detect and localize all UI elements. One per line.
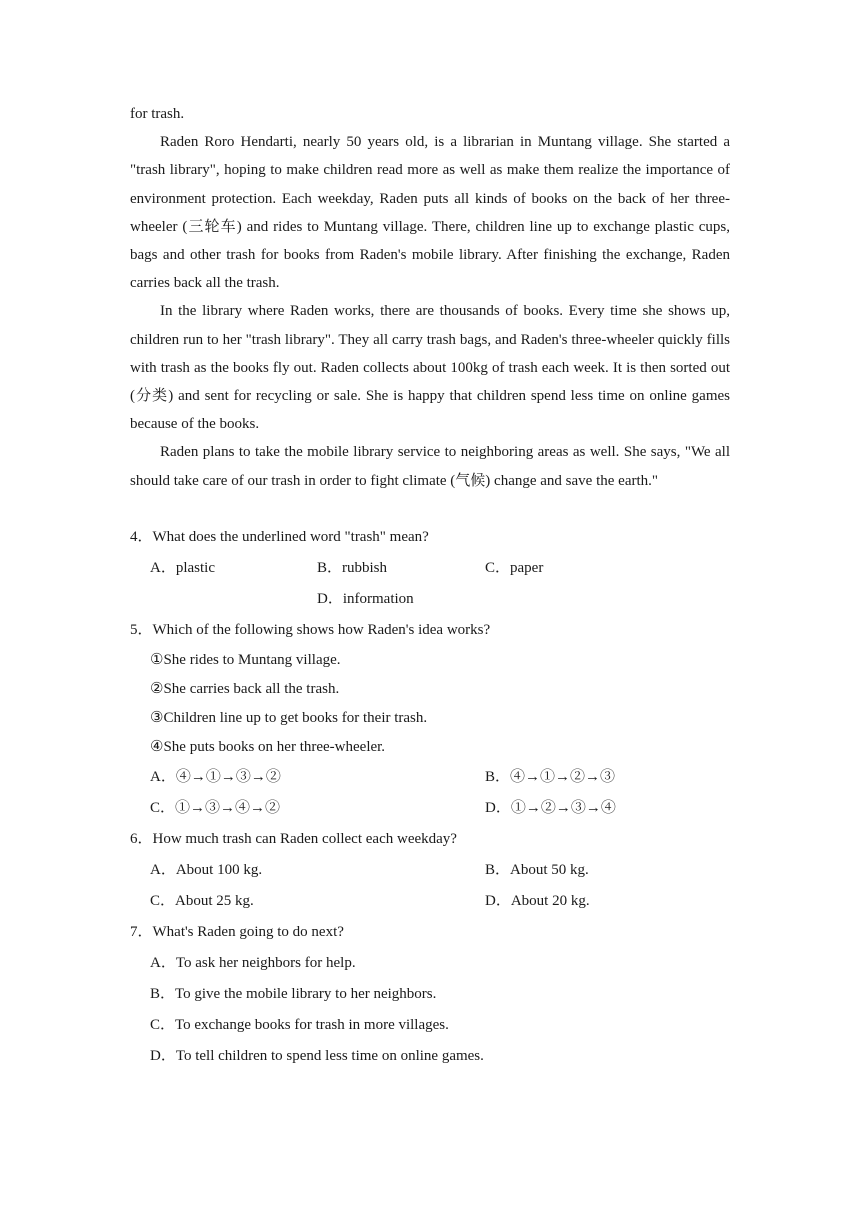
question-5-step-2: ②She carries back all the trash.: [150, 681, 340, 697]
question-5-options-row-2: [130, 793, 730, 824]
question-7-option-c: C．To exchange books for trash in more villages.: [150, 1017, 449, 1033]
question-7-option-b: B．To give the mobile library to her neighbors.: [150, 986, 437, 1002]
question-5-options-row-1: [130, 762, 730, 793]
question-6-option-c: C．About 25 kg.: [150, 893, 254, 909]
question-6-option-b: B．About 50 kg.: [485, 862, 589, 878]
question-7-option-a: A．To ask her neighbors for help.: [150, 955, 356, 971]
question-7-option-d: D．To tell children to spend less time on online games.: [150, 1048, 484, 1064]
question-6-options-row-1: [130, 855, 730, 886]
passage-paragraph-3: Raden plans to take the mobile library service to neighboring areas as well. She says, "We all should take care of our trash in order to fight climate (气候) change and save the earth.": [130, 444, 730, 489]
question-5-step-1: ①She rides to Muntang village.: [150, 652, 341, 668]
question-5-option-b: B．④→①→②→③: [485, 769, 616, 785]
question-5-option-c: C．①→③→④→②: [150, 800, 281, 816]
reading-passage: [130, 100, 730, 495]
question-4-options-row-2: [130, 584, 730, 615]
question-6-stem: 6．How much trash can Raden collect each weekday?: [130, 831, 457, 847]
question-6-option-d: D．About 20 kg.: [485, 893, 590, 909]
question-4-option-d: D．information: [317, 591, 414, 607]
question-4-options-row-1: [130, 553, 730, 584]
passage-paragraph-2: In the library where Raden works, there are thousands of books. Every time she shows up, children run to her "trash library". They all carry trash bags, and Raden's three-wheeler quickly fills with trash as the books fly out. Raden collects about 100kg of trash each week. It is then sorted out (分类) and sent for recycling or sale. She is happy that children spend less time on online games because of the books.: [130, 303, 730, 433]
question-5-step-4: ④She puts books on her three-wheeler.: [150, 739, 386, 755]
question-6-option-a: A．About 100 kg.: [150, 862, 263, 878]
question-7-stem: 7．What's Raden going to do next?: [130, 924, 344, 940]
question-4-stem: 4．What does the underlined word "trash" mean?: [130, 529, 429, 545]
question-4-option-b: B．rubbish: [317, 560, 388, 576]
question-5-stem: 5．Which of the following shows how Raden's idea works?: [130, 622, 491, 638]
question-4-option-c: C．paper: [485, 560, 544, 576]
question-5-step-3: ③Children line up to get books for their trash.: [150, 710, 428, 726]
question-5-option-a: A．④→①→③→②: [150, 769, 281, 785]
question-list: [130, 522, 730, 1072]
question-4-option-a: A．plastic: [150, 560, 215, 576]
passage-paragraph-1: Raden Roro Hendarti, nearly 50 years old, is a librarian in Muntang village. She started a "trash library", hoping to make children read more as well as make them realize the importance of environment protection. Each weekday, Raden puts all kinds of books on the back of her three-wheeler (三轮车) and rides to Muntang village. There, children line up to exchange plastic cups, bags and other trash for books from Raden's mobile library. After finishing the exchange, Raden carries back all the trash.: [130, 134, 730, 292]
passage-fragment: for trash.: [130, 106, 185, 122]
question-5-option-d: D．①→②→③→④: [485, 800, 616, 816]
question-6-options-row-2: [130, 886, 730, 917]
